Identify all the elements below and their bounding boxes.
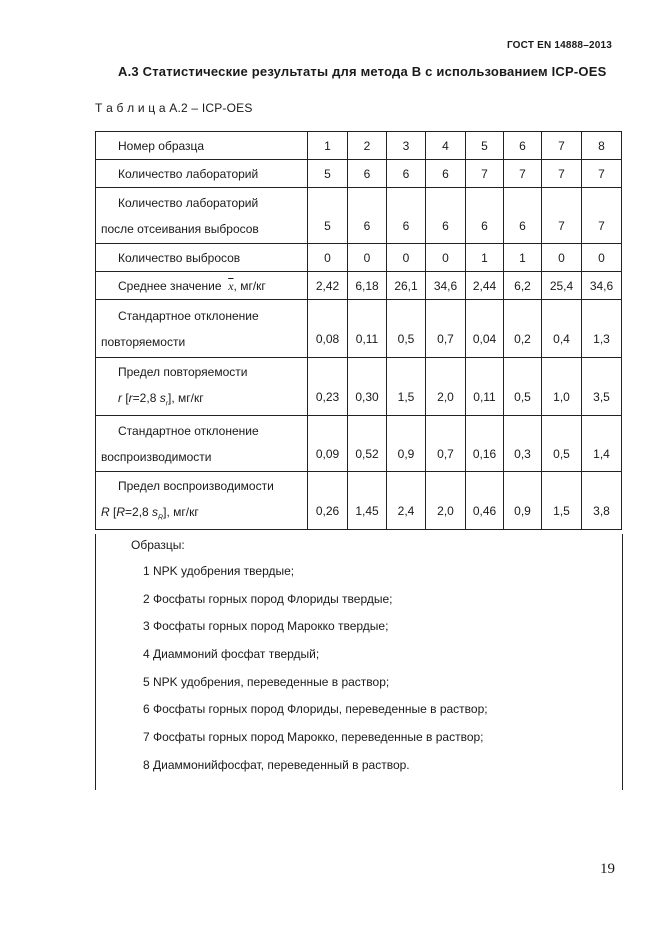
cell: 0,52	[348, 416, 387, 472]
cell: 34,6	[426, 272, 466, 300]
cell: 0,9	[387, 416, 426, 472]
cell: 6	[387, 160, 426, 188]
notes-title: Образцы:	[131, 538, 185, 552]
table-row	[96, 300, 622, 358]
border-tick	[622, 782, 623, 790]
cell: 0	[348, 244, 387, 272]
cell: 1,0	[542, 358, 582, 416]
cell: 7	[582, 188, 622, 244]
cell: 6	[426, 160, 466, 188]
cell: 0,9	[504, 472, 542, 530]
table-row	[96, 358, 622, 416]
cell: 0,26	[308, 472, 348, 530]
cell: 0	[542, 244, 582, 272]
cell: 6,18	[348, 272, 387, 300]
cell: 1	[504, 244, 542, 272]
table-row	[96, 160, 622, 188]
row-label: Количество лабораторий	[96, 160, 308, 188]
border-tick	[95, 782, 96, 790]
cell: 1,5	[387, 358, 426, 416]
cell: 5	[308, 188, 348, 244]
cell: 6	[504, 188, 542, 244]
cell: 6,2	[504, 272, 542, 300]
cell: 7	[582, 160, 622, 188]
page-number: 19	[600, 861, 615, 877]
cell: 25,4	[542, 272, 582, 300]
results-table	[95, 131, 622, 530]
cell: 0,5	[387, 300, 426, 358]
cell: 34,6	[582, 272, 622, 300]
cell: 26,1	[387, 272, 426, 300]
cell: 0,4	[542, 300, 582, 358]
note-item: 6 Фосфаты горных пород Флориды, переведенные в раствор;	[143, 702, 488, 716]
cell: 0,11	[348, 300, 387, 358]
cell: 2	[348, 132, 387, 160]
standard-code: ГОСТ EN 14888–2013	[506, 40, 612, 51]
table-row	[96, 132, 622, 160]
row-label: Среднее значение $\overline{x}$, мг/кг	[96, 272, 308, 300]
cell: 1,45	[348, 472, 387, 530]
row-label: Предел воспроизводимости R [R=2,8 $s_R$], мг/кг	[96, 472, 308, 530]
note-item: 8 Диаммонийфосфат, переведенный в раствор.	[143, 758, 410, 772]
cell: 3	[387, 132, 426, 160]
note-item: 1 NPK удобрения твердые;	[143, 564, 295, 578]
cell: 3,8	[582, 472, 622, 530]
cell: 0	[308, 244, 348, 272]
cell: 1,3	[582, 300, 622, 358]
cell: 6	[504, 132, 542, 160]
cell: 7	[542, 188, 582, 244]
cell: 0,16	[466, 416, 504, 472]
note-item: 4 Диаммоний фосфат твердый;	[143, 647, 320, 661]
table-row	[96, 244, 622, 272]
cell: 0,08	[308, 300, 348, 358]
cell: 0,46	[466, 472, 504, 530]
cell: 6	[426, 188, 466, 244]
samples-notes	[95, 534, 623, 782]
cell: 5	[466, 132, 504, 160]
note-item: 3 Фосфаты горных пород Марокко твердые;	[143, 619, 389, 633]
cell: 0	[582, 244, 622, 272]
cell: 0,23	[308, 358, 348, 416]
cell: 5	[308, 160, 348, 188]
row-label: Количество лабораторий после отсеивания выбросов	[96, 188, 308, 244]
cell: 3,5	[582, 358, 622, 416]
cell: 0,2	[504, 300, 542, 358]
cell: 0,7	[426, 300, 466, 358]
cell: 2,44	[466, 272, 504, 300]
cell: 0	[426, 244, 466, 272]
table-row	[96, 416, 622, 472]
note-item: 2 Фосфаты горных пород Флориды твердые;	[143, 592, 393, 606]
row-label: Предел повторяемости r [r=2,8 $s_r$], мг/кг	[96, 358, 308, 416]
row-label: Стандартное отклонение повторяемости	[96, 300, 308, 358]
cell: 2,42	[308, 272, 348, 300]
row-label: Номер образца	[96, 132, 308, 160]
cell: 4	[426, 132, 466, 160]
cell: 6	[387, 188, 426, 244]
table-caption: Т а б л и ц а А.2 – ICP-OES	[95, 101, 253, 115]
cell: 1,5	[542, 472, 582, 530]
row-label: Стандартное отклонение воспроизводимости	[96, 416, 308, 472]
note-item: 7 Фосфаты горных пород Марокко, переведенные в раствор;	[143, 730, 484, 744]
table-row	[96, 272, 622, 300]
cell: 0,7	[426, 416, 466, 472]
cell: 7	[542, 160, 582, 188]
cell: 1,4	[582, 416, 622, 472]
cell: 7	[504, 160, 542, 188]
cell: 1	[308, 132, 348, 160]
cell: 0,09	[308, 416, 348, 472]
cell: 0,30	[348, 358, 387, 416]
cell: 0,11	[466, 358, 504, 416]
table-row	[96, 188, 622, 244]
cell: 0,04	[466, 300, 504, 358]
cell: 2,4	[387, 472, 426, 530]
cell: 1	[466, 244, 504, 272]
cell: 6	[348, 188, 387, 244]
cell: 2,0	[426, 358, 466, 416]
cell: 0,5	[504, 358, 542, 416]
cell: 2,0	[426, 472, 466, 530]
note-item: 5 NPK удобрения, переведенные в раствор;	[143, 675, 390, 689]
cell: 7	[466, 160, 504, 188]
cell: 0,3	[504, 416, 542, 472]
mean-symbol: $\overline{x}$	[228, 278, 234, 293]
table-row	[96, 472, 622, 530]
cell: 8	[582, 132, 622, 160]
cell: 0	[387, 244, 426, 272]
cell: 0,5	[542, 416, 582, 472]
cell: 6	[466, 188, 504, 244]
row-label: Количество выбросов	[96, 244, 308, 272]
cell: 6	[348, 160, 387, 188]
cell: 7	[542, 132, 582, 160]
section-title: А.3 Статистические результаты для метода В с использованием ICP-OES	[118, 64, 607, 79]
